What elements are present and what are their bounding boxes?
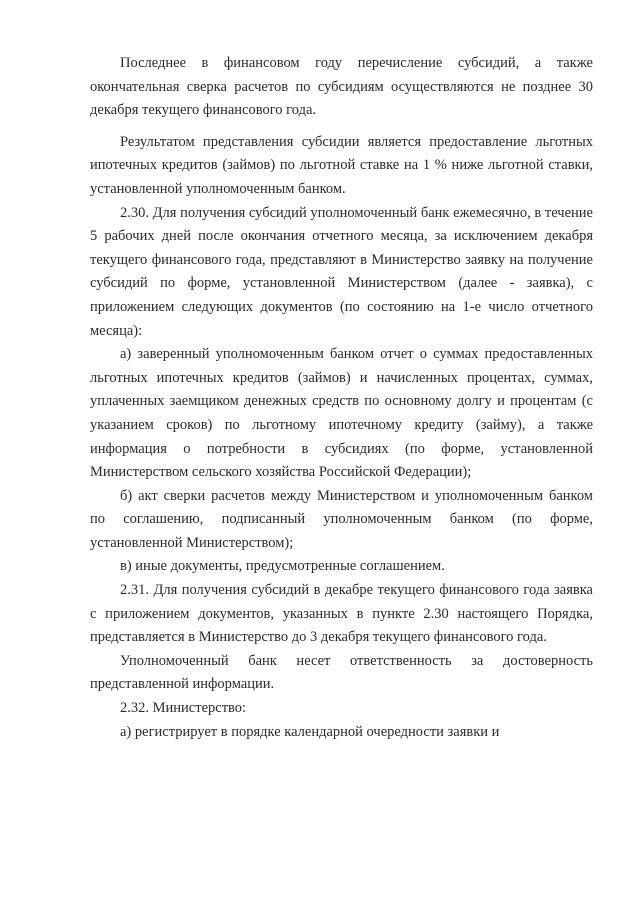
paragraph-2-30: 2.30. Для получения субсидий уполномоченный банк ежемесячно, в течение 5 рабочих дней после окончания отчетного месяца, за исключением декабря текущего финансового года, представляют в Министерство заявку на получение субсидий по форме, установленной Министерством (далее - заявка), с приложением следующих документов (по состоянию на 1-е число отчетного месяца): xyxy=(90,204,593,339)
paragraph-item-b: б) акт сверки расчетов между Министерством и уполномоченным банком по соглашению, подписанный уполномоченным банком (по форме, установленной Министерством); xyxy=(90,487,593,551)
paragraph-final-transfer: Последнее в финансовом году перечисление субсидий, а также окончательная сверка расчетов по субсидиям осуществляются не позднее 30 декабря текущего финансового года. xyxy=(90,55,593,119)
paragraph-result: Результатом представления субсидии является предоставление льготных ипотечных кредитов (займов) по льготной ставке на 1 % ниже льготной ставки, установленной уполномоченным банком. xyxy=(90,133,593,197)
paragraph-2-32: 2.32. Министерство: xyxy=(120,700,247,717)
document-body xyxy=(90,52,593,744)
paragraph-2-31: 2.31. Для получения субсидий в декабре текущего финансового года заявка с приложением документов, указанных в пункте 2.30 настоящего Порядка, представляется в Министерство до 3 декабря текущего финансового года. xyxy=(90,582,593,646)
paragraph-item-v: в) иные документы, предусмотренные соглашением. xyxy=(120,558,445,575)
paragraph-responsibility: Уполномоченный банк несет ответственность за достоверность представленной информации. xyxy=(90,652,593,693)
paragraph-2-32-item-a: а) регистрирует в порядке календарной очередности заявки и xyxy=(120,723,500,740)
paragraph-item-a: а) заверенный уполномоченным банком отчет о суммах предоставленных льготных ипотечных кредитов (займов) и начисленных процентах, суммах, уплаченных заемщиком денежных средств по основному долгу и процентам (с указанием сроков) по льготному ипотечному кредиту (займу), а также информация о потребности в субсидиях (по форме, установленной Министерством сельского хозяйства Российской Федерации); xyxy=(90,346,593,481)
